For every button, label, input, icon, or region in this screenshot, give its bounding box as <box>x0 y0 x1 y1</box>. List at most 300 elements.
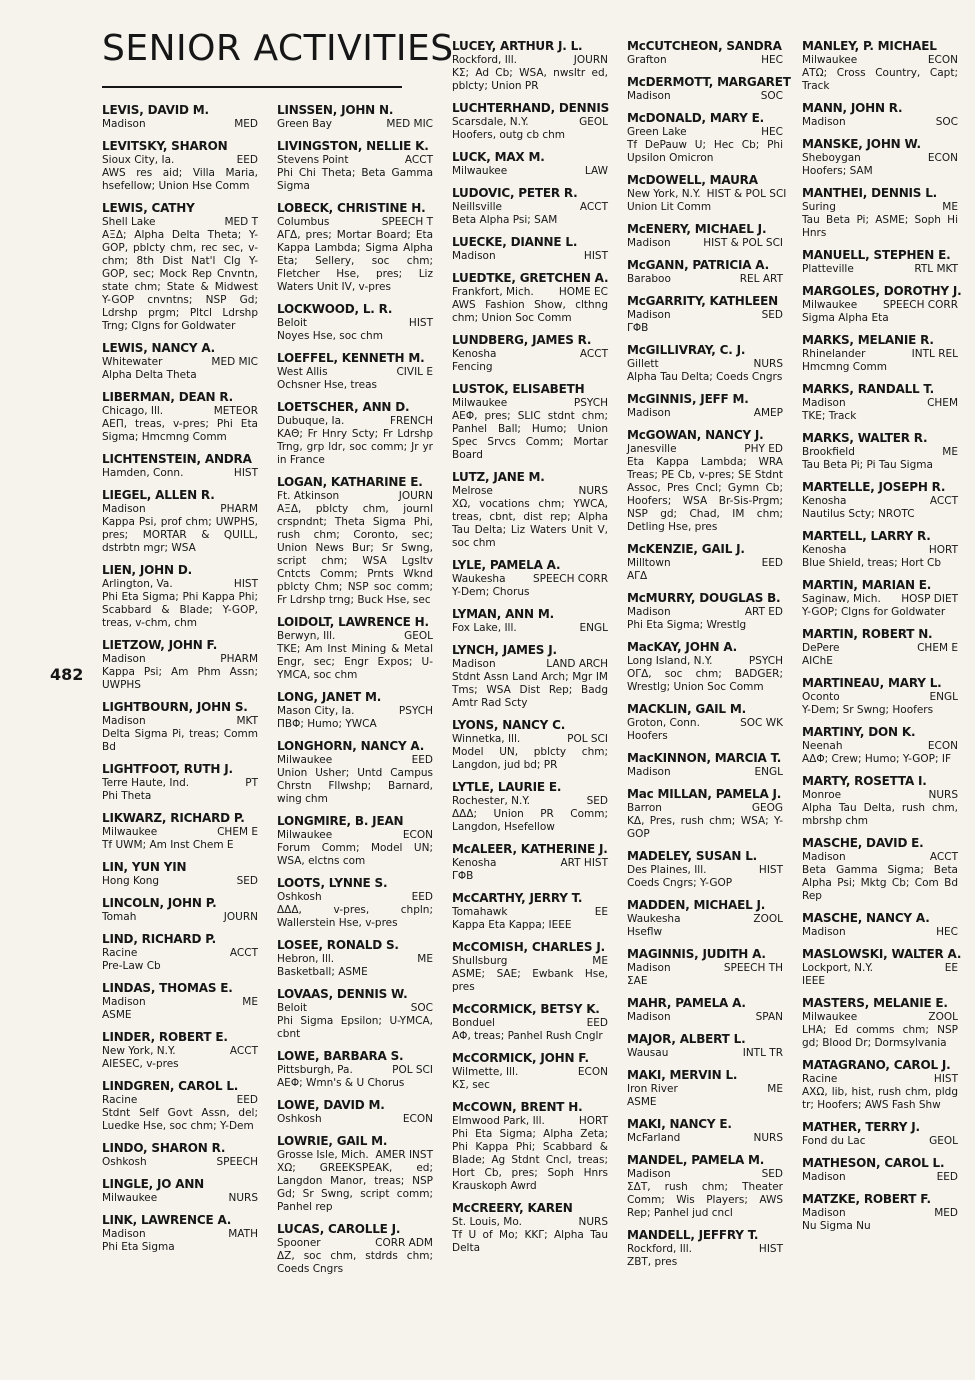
senior-name: LONGMIRE, B. JEAN <box>277 814 404 828</box>
hometown-line <box>452 857 608 870</box>
activities: ΑΔΦ; Crew; Humo; Y-GOP; IF <box>802 753 952 765</box>
major: CHEM E <box>917 642 958 654</box>
hometown-line <box>277 630 433 643</box>
hometown-line <box>452 1066 608 1079</box>
senior-entry <box>102 201 258 333</box>
hometown-line <box>802 348 958 361</box>
senior-entry <box>627 898 783 939</box>
activities: Kappa Psi, prof chm; UWPHS, pres; MORTAR & QUILL, dstrbtn mgr; WSA <box>102 516 258 554</box>
senior-name: LIN, YUN YIN <box>102 860 187 874</box>
hometown: Kenosha <box>452 348 497 360</box>
hometown: Iron River <box>627 1083 678 1095</box>
major: HORT <box>928 544 958 556</box>
senior-name: MASCHE, NANCY A. <box>802 911 930 925</box>
activities: Delta Sigma Pi, treas; Comm Bd <box>102 728 258 753</box>
hometown-line <box>452 165 608 178</box>
senior-name: LEWIS, NANCY A. <box>102 341 216 355</box>
senior-entry <box>802 996 958 1050</box>
hometown: Madison <box>802 397 846 409</box>
senior-entry <box>102 811 258 852</box>
hometown-line <box>102 578 258 591</box>
major: EED <box>936 1171 958 1183</box>
major: EE <box>944 962 958 974</box>
activities: Ochsner Hse, treas <box>277 379 378 391</box>
senior-entry <box>627 542 783 583</box>
hometown-line <box>277 705 433 718</box>
major: MED <box>934 1207 958 1219</box>
senior-entry <box>277 400 433 467</box>
hometown: Barron <box>627 802 662 814</box>
activities: ΤΚΕ; Am Inst Mining & Metal Engr, sec; Engr Expos; U-YMCA, soc chm <box>277 643 433 681</box>
hometown: Melrose <box>452 485 493 497</box>
senior-entry <box>802 480 958 521</box>
senior-entry <box>627 751 783 779</box>
activities: Coeds Cngrs; Y-GOP <box>627 877 733 889</box>
senior-entry <box>277 938 433 979</box>
senior-name: LUSTOK, ELISABETH <box>452 382 585 396</box>
major: ECON <box>927 740 958 752</box>
major: HIST <box>933 1073 958 1085</box>
hometown: Madison <box>452 658 496 670</box>
senior-name: LIKWARZ, RICHARD P. <box>102 811 245 825</box>
senior-name: McGARRITY, KATHLEEN <box>627 294 778 308</box>
hometown-line <box>102 947 258 960</box>
hometown: Waukesha <box>627 913 681 925</box>
hometown: Madison <box>102 118 146 130</box>
senior-name: LEVIS, DAVID M. <box>102 103 209 117</box>
senior-name: MACKLIN, GAIL M. <box>627 702 746 716</box>
hometown: Madison <box>452 250 496 262</box>
hometown: Milwaukee <box>802 54 858 66</box>
hometown-line <box>452 397 608 410</box>
senior-name: McCOMISH, CHARLES J. <box>452 940 605 954</box>
senior-entry <box>802 431 958 472</box>
major: HIST <box>758 1243 783 1255</box>
hometown-line <box>802 54 958 67</box>
hometown-line <box>627 913 783 926</box>
hometown-line <box>627 1047 783 1060</box>
activities: ΚΑΘ; Fr Hnry Scty; Fr Ldrshp Trng, grp ldr, soc comm; Jr yr in France <box>277 428 433 466</box>
activities: ASME <box>102 1009 132 1021</box>
senior-name: MADDEN, MICHAEL J. <box>627 898 766 912</box>
major: ACCT <box>404 154 433 166</box>
hometown: Milwaukee <box>102 826 158 838</box>
activities: Phi Sigma Epsilon; U-YMCA, cbnt <box>277 1015 433 1040</box>
activities: ΔΔΔ, v-pres, chpln; Wallerstein Hse, v-pres <box>277 904 433 929</box>
activities: LHA; Ed comms chm; NSP gd; Blood Dr; Dormsylvania <box>802 1024 958 1049</box>
senior-entry <box>452 235 608 263</box>
hometown: Gillett <box>627 358 659 370</box>
hometown-line <box>452 573 608 586</box>
senior-entry <box>802 1156 958 1184</box>
major: HIST <box>583 250 608 262</box>
major: JOURN <box>223 911 258 923</box>
senior-name: McDONALD, MARY E. <box>627 111 764 125</box>
hometown: Madison <box>802 1207 846 1219</box>
senior-entry <box>277 351 433 392</box>
senior-entry <box>452 718 608 772</box>
senior-name: MARTINY, DON K. <box>802 725 916 739</box>
hometown-line <box>452 1216 608 1229</box>
senior-name: LUCK, MAX M. <box>452 150 545 164</box>
senior-name: LOWE, BARBARA S. <box>277 1049 404 1063</box>
senior-name: MARKS, WALTER R. <box>802 431 928 445</box>
hometown-line <box>102 154 258 167</box>
senior-entry <box>452 1100 608 1193</box>
senior-name: McCOWN, BRENT H. <box>452 1100 583 1114</box>
hometown: Janesville <box>627 443 677 455</box>
major: SED <box>236 875 258 887</box>
major: ACCT <box>229 1045 258 1057</box>
hometown: Rockford, Ill. <box>627 1243 692 1255</box>
senior-entry <box>627 173 787 214</box>
senior-name: LOBECK, CHRISTINE H. <box>277 201 426 215</box>
major: EED <box>236 1094 258 1106</box>
major: ZOOL <box>753 913 783 925</box>
hometown-line <box>802 495 958 508</box>
major: PHARM <box>220 653 258 665</box>
hometown-line <box>802 446 958 459</box>
senior-name: McGILLIVRAY, C. J. <box>627 343 746 357</box>
major: HIST <box>758 864 783 876</box>
senior-name: LONGHORN, NANCY A. <box>277 739 425 753</box>
senior-entry <box>627 787 783 841</box>
major: SOC WK <box>740 717 783 729</box>
major: EED <box>411 754 433 766</box>
hometown: DePere <box>802 642 840 654</box>
senior-entry <box>627 39 783 67</box>
activities: ΑΤΩ; Cross Country, Capt; Track <box>802 67 958 92</box>
activities: AWS res aid; Villa Maria, hsefellow; Union Hse Comm <box>102 167 258 192</box>
hometown: Wilmette, Ill. <box>452 1066 519 1078</box>
hometown: Grosse Isle, Mich. <box>277 1149 369 1161</box>
hometown: Racine <box>802 1073 838 1085</box>
senior-name: LINGLE, JO ANN <box>102 1177 205 1191</box>
senior-entry <box>802 333 958 374</box>
activities: ΑΓΔ, pres; Mortar Board; Eta Kappa Lambda; Sigma Alpha Eta; Sellery, soc chm; Fletcher Hse, pres; Liz Waters Unit IV, v-pres <box>277 229 433 293</box>
hometown-line <box>627 237 783 250</box>
activities: Phi Eta Sigma; Wrestlg <box>627 619 747 631</box>
hometown: Madison <box>627 90 671 102</box>
hometown: Suring <box>802 201 836 213</box>
hometown-line <box>802 1207 958 1220</box>
hometown: Madison <box>627 237 671 249</box>
major: SPEECH <box>216 1156 258 1168</box>
activities: Phi Chi Theta; Beta Gamma Sigma <box>277 167 433 192</box>
hometown-line <box>802 851 958 864</box>
hometown: Dubuque, Ia. <box>277 415 345 427</box>
hometown-line <box>802 926 958 939</box>
hometown-line <box>627 606 783 619</box>
hometown: Saginaw, Mich. <box>802 593 881 605</box>
senior-name: MANSKE, JOHN W. <box>802 137 921 151</box>
major: ME <box>242 996 258 1008</box>
senior-entry <box>802 676 958 717</box>
hometown: Ft. Atkinson <box>277 490 340 502</box>
senior-entry <box>802 137 958 178</box>
hometown: Stevens Point <box>277 154 349 166</box>
senior-name: MAGINNIS, JUDITH A. <box>627 947 766 961</box>
hometown: Elmwood Park, Ill. <box>452 1115 545 1127</box>
activities: ΑΞΔ; Alpha Delta Theta; Y-GOP, pblcty chm, rec sec, v-chm; 8th Dist Nat'l Clg Y-GOP, sec; Mock Rep Cnvntn, state chm; State & Midwest Y-GOP cnvntns; NSP Gd; Ldrshp prgm; Pltcl Ldrshp Trng; Clgns for Goldwater <box>102 229 258 332</box>
hometown-line <box>277 415 433 428</box>
major: MATH <box>228 1228 258 1240</box>
senior-entry <box>627 343 783 384</box>
hometown: Tomah <box>102 911 137 923</box>
activities: Tf UWM; Am Inst Chem E <box>102 839 234 851</box>
senior-entry <box>627 1117 783 1145</box>
senior-name: LOOTS, LYNNE S. <box>277 876 388 890</box>
hometown: Shell Lake <box>102 216 156 228</box>
hometown-line <box>452 658 608 671</box>
hometown: Rochester, N.Y. <box>452 795 530 807</box>
hometown-line <box>802 642 958 655</box>
hometown-line <box>102 1156 258 1169</box>
hometown: Madison <box>627 606 671 618</box>
senior-entry <box>102 638 258 692</box>
major: ME <box>942 201 958 213</box>
major: FRENCH <box>389 415 433 427</box>
hometown-line <box>277 891 433 904</box>
hometown-line <box>627 188 787 201</box>
major: ACCT <box>579 201 608 213</box>
senior-name: McCORMICK, BETSY K. <box>452 1002 600 1016</box>
hometown: Milwaukee <box>802 1011 858 1023</box>
activities: Union Lit Comm <box>627 201 712 213</box>
activities: Union Usher; Untd Campus Chrstn Fllwshp; Barnard, wing chm <box>277 767 433 805</box>
hometown-line <box>627 802 783 815</box>
senior-entry <box>452 607 608 635</box>
major: PHARM <box>220 503 258 515</box>
hometown: Madison <box>627 962 671 974</box>
senior-name: MATHER, TERRY J. <box>802 1120 920 1134</box>
activities: Beta Alpha Psi; SAM <box>452 214 558 226</box>
major: NURS <box>578 1216 608 1228</box>
hometown: Terre Haute, Ind. <box>102 777 190 789</box>
hometown-line <box>802 152 958 165</box>
hometown-line <box>627 557 783 570</box>
hometown: Madison <box>802 851 846 863</box>
hometown-line <box>102 118 258 131</box>
hometown-line <box>627 962 783 975</box>
column-3 <box>452 39 608 1263</box>
senior-name: MARTY, ROSETTA I. <box>802 774 927 788</box>
hometown: Milwaukee <box>452 165 508 177</box>
hometown: Madison <box>627 1168 671 1180</box>
hometown: Baraboo <box>627 273 671 285</box>
major: CHEM E <box>217 826 258 838</box>
senior-name: MacKINNON, MARCIA T. <box>627 751 782 765</box>
senior-entry <box>627 75 791 103</box>
activities: ΚΣ; Ad Cb; WSA, nwsltr ed, pblcty; Union PR <box>452 67 608 92</box>
senior-name: McKENZIE, GAIL J. <box>627 542 745 556</box>
major: ENGL <box>579 622 608 634</box>
major: GEOL <box>404 630 433 642</box>
major: HEC <box>936 926 958 938</box>
major: EED <box>411 891 433 903</box>
column-2 <box>277 103 433 1284</box>
major: CHEM <box>927 397 958 409</box>
activities: ΑΕΦ; Wmn's & U Chorus <box>277 1077 405 1089</box>
senior-name: MAKI, NANCY E. <box>627 1117 732 1131</box>
hometown: Wausau <box>627 1047 669 1059</box>
hometown-line <box>802 544 958 557</box>
senior-name: MASTERS, MELANIE E. <box>802 996 948 1010</box>
hometown: Oshkosh <box>102 1156 147 1168</box>
senior-name: MARKS, RANDALL T. <box>802 382 934 396</box>
activities: Pre-Law Cb <box>102 960 161 972</box>
hometown-line <box>452 795 608 808</box>
senior-name: McMURRY, DOUGLAS B. <box>627 591 781 605</box>
activities: Sigma Alpha Eta <box>802 312 889 324</box>
activities: Hoofers <box>627 730 668 742</box>
senior-entry <box>802 1120 958 1148</box>
column-1 <box>102 103 258 1262</box>
activities: ΑΕΠ, treas, v-pres; Phi Eta Sigma; Hmcmng Comm <box>102 418 258 443</box>
major: GEOL <box>929 1135 958 1147</box>
senior-entry <box>627 702 783 743</box>
hometown-line <box>802 1011 958 1024</box>
activities: ΚΣ, sec <box>452 1079 490 1091</box>
hometown: Racine <box>102 947 138 959</box>
hometown-line <box>277 154 433 167</box>
hometown-line <box>627 655 783 668</box>
hometown-line <box>277 366 433 379</box>
activities: ΧΩ, vocations chm; YWCA, treas, cbnt, dist rep; Alpha Tau Delta; Liz Waters Unit V, soc chm <box>452 498 608 549</box>
hometown: Madison <box>627 766 671 778</box>
major: AMEP <box>753 407 783 419</box>
senior-name: LINSSEN, JOHN N. <box>277 103 394 117</box>
major: PHY ED <box>744 443 783 455</box>
hometown-line <box>802 740 958 753</box>
hometown-line <box>452 955 608 968</box>
activities: IEEE <box>802 975 825 987</box>
major: RTL MKT <box>914 263 958 275</box>
senior-entry <box>452 1002 608 1043</box>
hometown: Brookfield <box>802 446 855 458</box>
senior-entry <box>277 615 433 682</box>
hometown: Platteville <box>802 263 854 275</box>
hometown: Rhinelander <box>802 348 866 360</box>
senior-entry <box>802 101 958 129</box>
major: HEC <box>761 126 783 138</box>
senior-name: LIGHTFOOT, RUTH J. <box>102 762 233 776</box>
senior-name: LYTLE, LAURIE E. <box>452 780 562 794</box>
hometown-line <box>452 733 608 746</box>
major: POL SCI <box>392 1064 433 1076</box>
major: GEOL <box>579 116 608 128</box>
hometown-line <box>802 1135 958 1148</box>
major: JOURN <box>573 54 608 66</box>
hometown: Milwaukee <box>102 1192 158 1204</box>
activities: ΓΦΒ <box>452 870 474 882</box>
activities: Phi Eta Sigma; Alpha Zeta; Phi Kappa Phi; Scabbard & Blade; Ag Stdnt Cncl, treas; Hort Cb, pres; Soph Hnrs Krauskoph Awrd <box>452 1128 608 1192</box>
senior-entry <box>102 1079 258 1133</box>
senior-name: LINK, LAWRENCE A. <box>102 1213 232 1227</box>
major: PSYCH <box>398 705 433 717</box>
hometown-line <box>277 754 433 767</box>
senior-entry <box>452 643 608 710</box>
senior-name: McENERY, MICHAEL J. <box>627 222 767 236</box>
senior-entry <box>102 1141 258 1169</box>
major: ENGL <box>754 766 783 778</box>
activities: ΣΑΕ <box>627 975 648 987</box>
senior-name: LEVITSKY, SHARON <box>102 139 228 153</box>
senior-entry <box>802 725 958 766</box>
hometown-line <box>802 1073 958 1086</box>
hometown: Groton, Conn. <box>627 717 700 729</box>
major: LAND ARCH <box>546 658 608 670</box>
senior-name: LUTZ, JANE M. <box>452 470 545 484</box>
senior-entry <box>102 896 258 924</box>
senior-name: LEWIS, CATHY <box>102 201 195 215</box>
senior-entry <box>452 186 608 227</box>
senior-entry <box>102 452 258 480</box>
senior-entry <box>452 1051 608 1092</box>
senior-name: MANUELL, STEPHEN E. <box>802 248 951 262</box>
senior-name: MATAGRANO, CAROL J. <box>802 1058 951 1072</box>
senior-name: LIND, RICHARD P. <box>102 932 217 946</box>
major: ACCT <box>579 348 608 360</box>
hometown: Monroe <box>802 789 842 801</box>
hometown: Hong Kong <box>102 875 160 887</box>
senior-name: LYNCH, JAMES J. <box>452 643 557 657</box>
senior-name: LYONS, NANCY C. <box>452 718 566 732</box>
senior-name: LINCOLN, JOHN P. <box>102 896 217 910</box>
hometown: Neillsville <box>452 201 502 213</box>
senior-name: LYLE, PAMELA A. <box>452 558 561 572</box>
major: SED <box>761 1168 783 1180</box>
senior-entry <box>627 1228 783 1269</box>
hometown-line <box>627 1168 783 1181</box>
hometown: West Allis <box>277 366 328 378</box>
major: LAW <box>584 165 608 177</box>
hometown-line <box>627 1083 783 1096</box>
senior-name: MANN, JOHN R. <box>802 101 903 115</box>
hometown: Mason City, Ia. <box>277 705 355 717</box>
senior-entry <box>802 836 958 903</box>
major: ART HIST <box>560 857 608 869</box>
hometown-line <box>277 317 433 330</box>
senior-entry <box>452 101 608 142</box>
activities: ΚΔ, Pres, rush chm; WSA; Y-GOP <box>627 815 783 840</box>
hometown: Shullsburg <box>452 955 508 967</box>
senior-name: LIEN, JOHN D. <box>102 563 192 577</box>
hometown: Pittsburgh, Pa. <box>277 1064 353 1076</box>
senior-entry <box>802 186 958 240</box>
hometown: Kenosha <box>802 544 847 556</box>
major: ACCT <box>929 851 958 863</box>
senior-entry <box>102 762 258 803</box>
senior-name: MARTINEAU, MARY L. <box>802 676 942 690</box>
hometown-line <box>802 1171 958 1184</box>
major: MED MIC <box>386 118 433 130</box>
major: ECON <box>927 54 958 66</box>
senior-entry <box>802 284 962 325</box>
senior-name: MANLEY, P. MICHAEL <box>802 39 937 53</box>
major: MED MIC <box>211 356 258 368</box>
hometown-line <box>627 864 783 877</box>
major: SPAN <box>755 1011 783 1023</box>
senior-name: LUDOVIC, PETER R. <box>452 186 578 200</box>
page-title: SENIOR ACTIVITIES <box>102 28 454 69</box>
senior-name: MADELEY, SUSAN L. <box>627 849 758 863</box>
major: HIST & POL SCI <box>703 237 783 249</box>
activities: ΔΔΔ; Union PR Comm; Langdon, Hsefellow <box>452 808 608 833</box>
senior-entry <box>802 578 958 619</box>
hometown: Columbus <box>277 216 330 228</box>
hometown: Beloit <box>277 317 308 329</box>
